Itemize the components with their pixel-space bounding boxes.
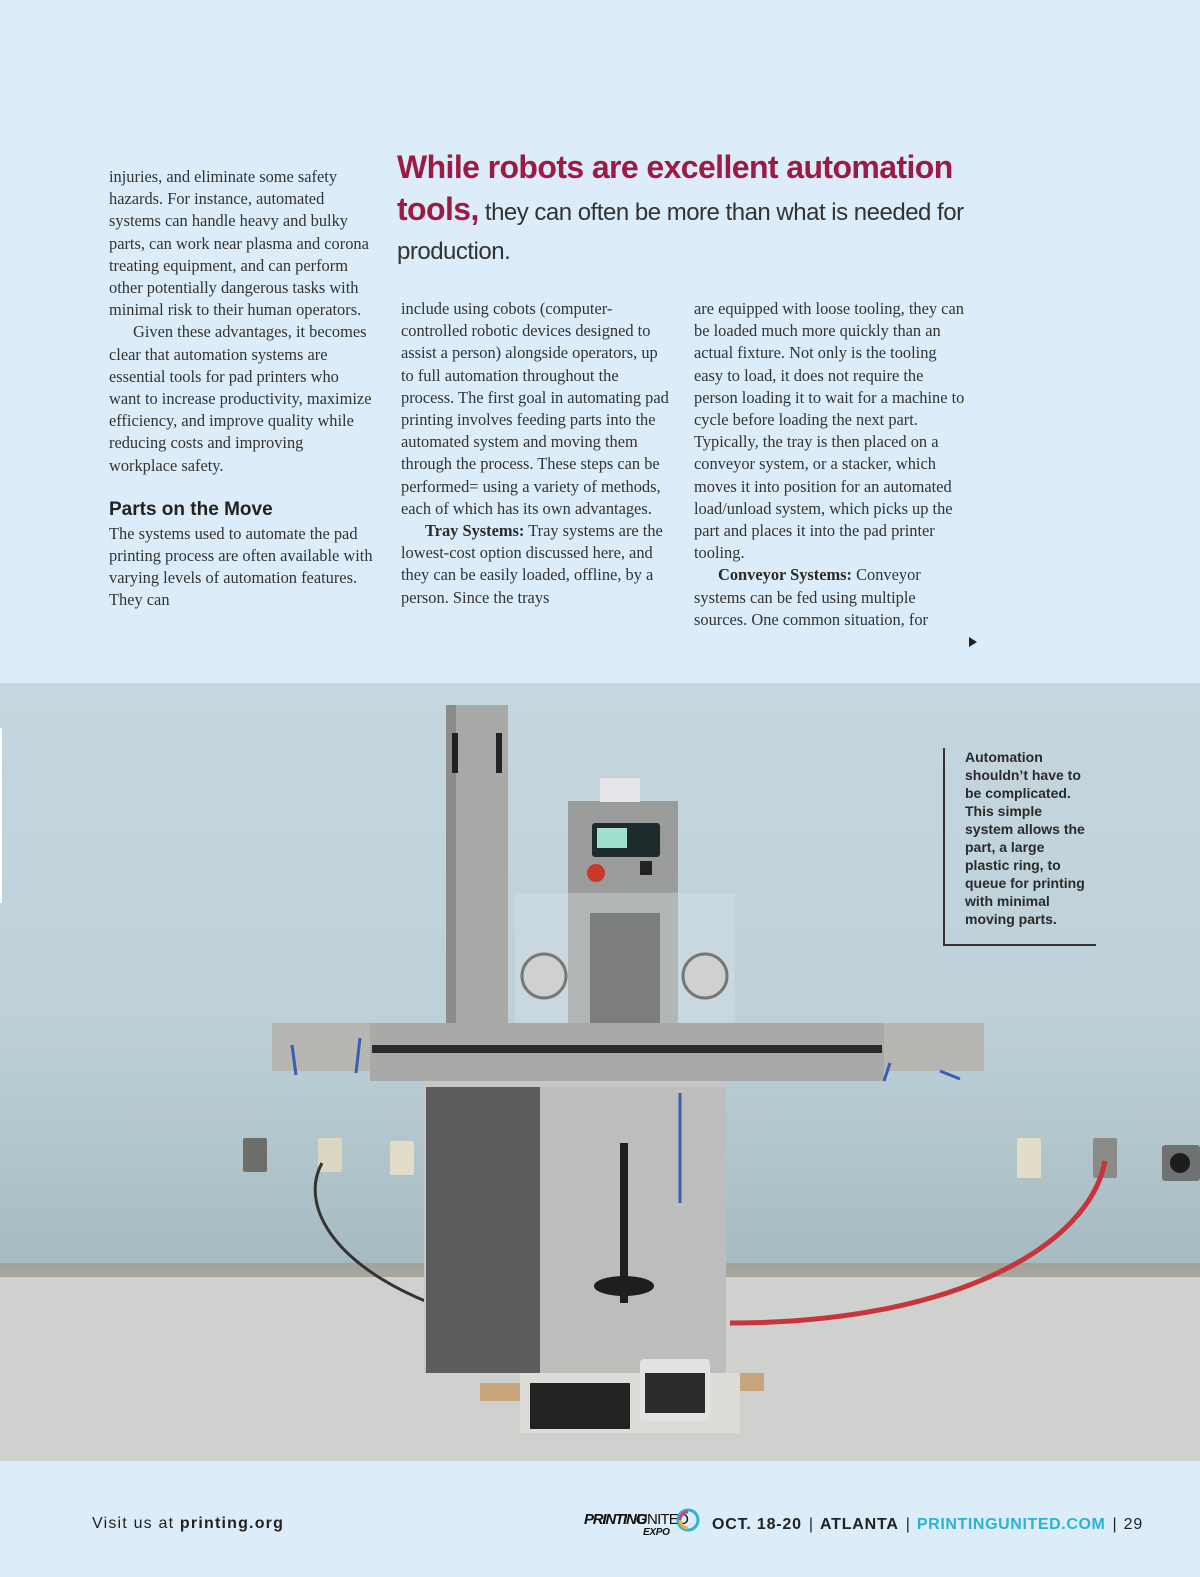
pull-quote [397, 146, 967, 271]
body-paragraph: include using cobots (computer-controlled robotic devices designed to assist a person) alongside operators, up to full automation throughout the process. The first goal in automating pad printing involves feeding parts into the automated system and moving them through the process. These steps can be performed= using a variety of methods, each of which has its own advantages. [401, 299, 669, 518]
page-number: 29 [1123, 1516, 1144, 1533]
continue-arrow-icon [969, 637, 977, 647]
event-dates: OCT. 18-20 [712, 1516, 802, 1533]
event-url-link[interactable]: PRINTINGUNITED.COM [916, 1516, 1106, 1533]
body-paragraph: are equipped with loose tooling, they can be loaded much more quickly than an actual fixture. Not only is the tooling easy to load, it does not require the person loading it to wait for a machine to cycle before loading the next part. Typically, the tray is then placed on a conveyor system, or a stacker, which moves it into position for an automated load/unload system, which picks up the part and places it into the pad printer tooling. [694, 299, 965, 563]
body-paragraph: The systems used to automate the pad printing process are often available with varying levels of automation features. They can [109, 523, 373, 610]
pull-quote-text: they can often be more than what is needed for production. [397, 199, 964, 265]
run-in-heading: Tray Systems: [425, 521, 525, 541]
footer-visit [92, 1515, 284, 1533]
body-paragraph [401, 520, 671, 609]
footer-visit-prefix: Visit us at [92, 1515, 180, 1532]
footer-event [584, 1505, 1143, 1545]
logo-swirl-icon [676, 1508, 700, 1532]
pull-quote-emphasis: While robots are excellent automation tools, [397, 149, 953, 227]
body-paragraph: injuries, and eliminate some safety hazards. For instance, automated systems can handle heavy and bulky parts, can work near plasma and corona treating equipment, and can perform other potentially dangerous tasks with minimal risk to their human operators. [109, 167, 369, 320]
photo-caption: Automation shouldn’t have to be complicated. This simple system allows the part, a large plastic ring, to queue for printing with minimal moving parts. [943, 748, 1096, 946]
article-column-1 [109, 166, 373, 612]
article-column-2 [401, 298, 671, 609]
separator: | [808, 1516, 813, 1533]
body-paragraph: Given these advantages, it becomes clear that automation systems are essential tools for pad printers who want to increase productivity, maximize efficiency, and improve quality while reducing costs and improving workplace safety. [109, 322, 372, 475]
paragraph-text: Conveyor systems can be fed using multiple sources. One common situation, for [694, 565, 928, 629]
separator: | [1112, 1516, 1117, 1533]
article-column-3 [694, 298, 966, 631]
separator: | [905, 1516, 910, 1533]
footer-site-link[interactable]: printing.org [179, 1515, 285, 1532]
run-in-heading: Conveyor Systems: [718, 565, 852, 585]
printing-united-expo-logo: PRINTING UNITED EXPO [584, 1507, 704, 1543]
paragraph-text: Tray systems are the lowest-cost option discussed here, and they can be easily loaded, offline, by a person. Since the trays [401, 521, 663, 607]
body-paragraph [694, 564, 966, 631]
event-city: ATLANTA [819, 1516, 899, 1533]
section-subhead: Parts on the Move [109, 498, 273, 520]
